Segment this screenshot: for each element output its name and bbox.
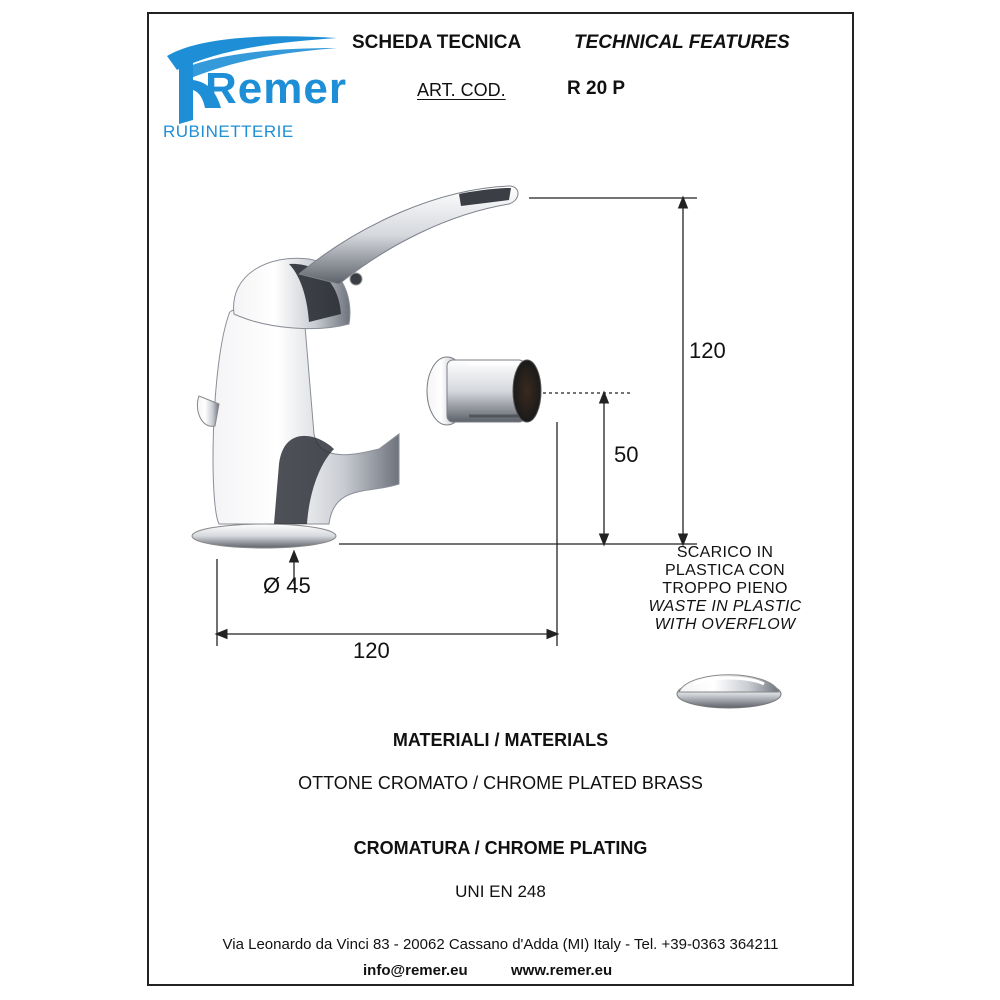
plating-heading: CROMATURA / CHROME PLATING: [353, 838, 648, 858]
title-italian: SCHEDA TECNICA: [352, 32, 522, 53]
art-code-value: R 20 P: [567, 78, 626, 99]
faucet-body: [192, 186, 541, 548]
waste-note-en-line-2: WITH OVERFLOW: [654, 616, 796, 633]
waste-note-it-line-2: PLASTICA CON: [664, 562, 786, 579]
waste-note-it-line-1: SCARICO IN: [676, 544, 774, 561]
materials-value: OTTONE CROMATO / CHROME PLATED BRASS: [298, 773, 703, 793]
logo-subtitle: RUBINETTERIE: [163, 122, 294, 141]
faucet-drawing: [149, 164, 852, 724]
plating-value: UNI EN 248: [455, 882, 546, 901]
dimension-width-label: 120: [353, 638, 390, 663]
waste-plug-image: [677, 675, 781, 708]
art-code-label: ART. COD.: [417, 80, 506, 100]
dimension-diameter-label: Ø 45: [263, 573, 311, 598]
dimension-height-label: 120: [689, 338, 726, 363]
logo-brand-text: Remer: [205, 64, 347, 113]
remer-logo: [161, 28, 347, 141]
technical-sheet: [147, 12, 854, 986]
footer-website[interactable]: www.remer.eu: [511, 962, 613, 979]
title-english: TECHNICAL FEATURES: [574, 32, 790, 53]
waste-note: [625, 544, 825, 634]
dimension-spout-height-label: 50: [614, 442, 639, 467]
waste-note-it-line-3: TROPPO PIENO: [662, 580, 788, 597]
footer-email[interactable]: info@remer.eu: [363, 962, 468, 979]
materials-heading: MATERIALI / MATERIALS: [392, 730, 609, 750]
footer-address: Via Leonardo da Vinci 83 - 20062 Cassano d'Adda (MI) Italy - Tel. +39-0363 364211: [222, 936, 779, 953]
waste-note-en-line-1: WASTE IN PLASTIC: [648, 598, 802, 615]
